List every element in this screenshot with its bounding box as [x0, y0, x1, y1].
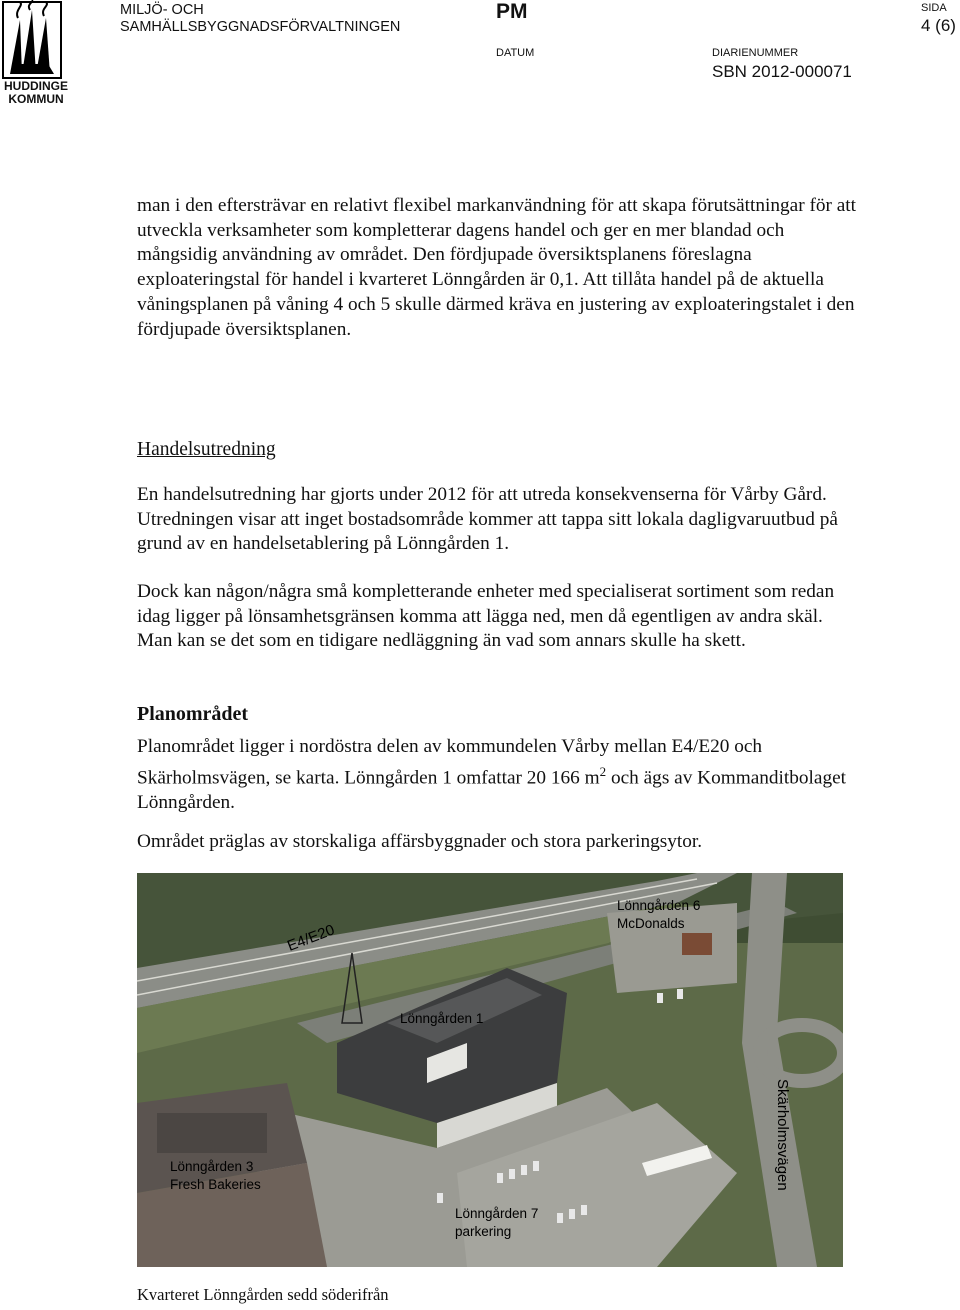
organization-name [120, 2, 400, 36]
paragraph-handelsutredning: En handelsutredning har gjorts under 2012 för att utreda konsekvenserna för Vårby Gård. Utredningen visar att inget bostadsområde kommer att tappa sitt lokala dagligvaruutbud på grund av en handelsetablering på Lönngården 1. [137, 484, 838, 555]
logo-text-line-1: HUDDINGE [3, 79, 68, 93]
label-lonngarden-6 [617, 897, 700, 933]
heading-planomradet: Planområdet [137, 703, 249, 725]
label-lonngarden-3 [170, 1158, 261, 1194]
paragraph-planomradet [137, 735, 857, 816]
paragraph-planomradet-part-1: Planområdet ligger i nordöstra delen av kommundelen Vårby mellan E4/E20 och Skärholmsvägen, se karta. Lönngården 1 omfattar 20 166 m [137, 736, 763, 789]
registry-number-label: DIARIENUMMER [712, 47, 799, 59]
date-label: DATUM [496, 47, 535, 59]
photo-caption: Kvarteret Lönngården sedd söderifrån [137, 1285, 389, 1304]
org-line-2: SAMHÄLLSBYGGNADSFÖRVALTNINGEN [120, 19, 401, 35]
label-lonngarden-7-line-1: Lönngården 7 [455, 1206, 539, 1221]
label-skarholmsvagen: Skärholmsvägen [774, 1079, 791, 1191]
label-lonngarden-1: Lönngården 1 [400, 1011, 484, 1026]
label-lonngarden-7-line-2: parkering [455, 1224, 512, 1239]
paragraph-kompletterande: Dock kan någon/några små kompletterande enheter med specialiserat sortiment som redan idag ligger på lönsamhetsgränsen komma att lägga ned, men då egentligen av andra skäl. Man kan se det som en tidigare nedläggning än vad som annars skulle ha skett. [137, 581, 835, 652]
aerial-photo [137, 873, 843, 1267]
page-number: 4 (6) [921, 16, 956, 35]
label-lonngarden-3-line-1: Lönngården 3 [170, 1159, 254, 1174]
logo-text-line-2: KOMMUN [8, 92, 64, 106]
paragraph-omradet: Området präglas av storskaliga affärsbyggnader och stora parkeringsytor. [137, 831, 703, 852]
registry-number-value: SBN 2012-000071 [712, 62, 852, 81]
label-lonngarden-3-line-2: Fresh Bakeries [170, 1177, 261, 1192]
label-e4-e20: E4/E20 [285, 921, 338, 955]
org-line-1: MILJÖ- OCH [120, 2, 204, 18]
heading-handelsutredning: Handelsutredning [137, 439, 276, 460]
page-label: SIDA [921, 2, 947, 14]
paragraph-intro: man i den eftersträvar en relativt flexibel markanvändning för att skapa förutsättningar för att utveckla verksamheter som kompletterar dagens handel och ger en mer blandad och mångsidig användning av området. Den fördjupade översiktsplanens föreslagna exploateringstal för handel i kvarteret Lönngården är 0,1. Att tillåta handel på de aktuella våningsplanen på våning 4 och 5 skulle därmed kräva en justering av exploateringstalet i den fördjupade översiktsplanen. [137, 195, 857, 340]
label-lonngarden-6-line-1: Lönngården 6 [617, 898, 701, 913]
paragraph-planomradet-part-2: och ägs av Kommanditbolaget Lönngården. [137, 767, 847, 813]
superscript-2: 2 [599, 763, 607, 779]
label-lonngarden-6-line-2: McDonalds [617, 916, 685, 931]
label-lonngarden-7 [455, 1205, 538, 1241]
document-type: PM [496, 0, 528, 23]
logo-text [0, 80, 72, 106]
